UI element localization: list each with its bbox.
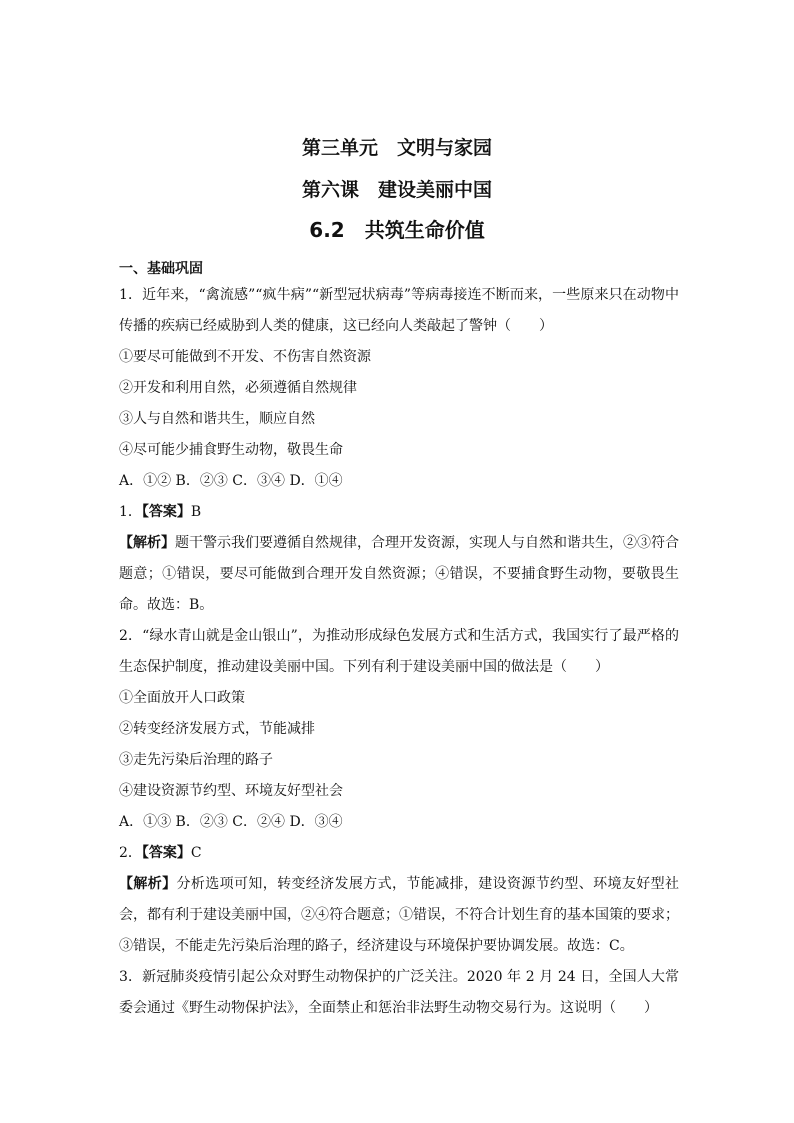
answer-line [119,838,679,869]
lesson-title: 第六课 建设美丽中国 [301,179,492,201]
answer-label: 【答案】 [141,845,191,861]
question-3 [119,962,679,1024]
answer-number: 1． [119,504,142,520]
option-item: ②开发和利用自然，必须遵循自然规律 [119,380,357,396]
option-item: ④建设资源节约型、环境友好型社会 [119,783,343,799]
analysis-text: 分析选项可知，转变经济发展方式，节能减排，建设资源节约型、环境友好型社会，都有利于建设美丽中国，②④符合题意；①错误，不符合计划生育的基本国策的要求；③错误，不能走先污染后治理的路子，经济建设与环境保护要协调发展。故选：C。 [119,876,680,954]
analysis [119,528,679,621]
answer-value: B [190,504,202,520]
option-item: ①全面放开人口政策 [119,690,245,706]
question-stem: 1．近年来，“禽流感”“疯牛病”“新型冠状病毒”等病毒接连不断而来，一些原来只在动物中传播的疾病已经威胁到人类的健康，这已经向人类敲起了警钟（ ） [119,287,679,334]
document-body [119,258,679,1024]
option-item: ④尽可能少捕食野生动物，敬畏生命 [119,442,343,458]
option-item: ③人与自然和谐共生，顺应自然 [119,411,315,427]
analysis-text: 题干警示我们要遵循自然规律，合理开发资源，实现人与自然和谐共生，②③符合题意；①错误，要尽可能做到合理开发自然资源；④错误，不要捕食野生动物，要敬畏生命。故选：B。 [119,535,679,613]
answer-number: 2． [119,845,142,861]
answer-choices: A．①② B．②③ C．③④ D．①④ [119,473,343,489]
unit-title: 第三单元 文明与家园 [301,137,492,159]
analysis-label: 【解析】 [119,876,177,892]
question-stem: 3．新冠肺炎疫情引起公众对野生动物保护的广泛关注。2020 年 2 月 24 日，全国人大常委会通过《野生动物保护法》，全面禁止和惩治非法野生动物交易行为。这说明（ ） [119,969,679,1016]
analysis [119,869,679,962]
question-2 [119,621,679,962]
answer-label: 【答案】 [141,504,191,520]
section-title: 6.2 共筑生命价值 [309,218,485,242]
answer-line [119,497,679,528]
question-stem: 2．“绿水青山就是金山银山”，为推动形成绿色发展方式和生活方式，我国实行了最严格的生态保护制度，推动建设美丽中国。下列有利于建设美丽中国的做法是（ ） [119,628,679,675]
part-heading: 一、基础巩固 [119,261,203,277]
title-block [0,136,794,244]
option-item: ③走先污染后治理的路子 [119,752,273,768]
analysis-label: 【解析】 [119,535,175,551]
question-1 [119,280,679,621]
option-item: ②转变经济发展方式，节能减排 [119,721,315,737]
answer-value: C [190,845,202,861]
option-item: ①要尽可能做到不开发、不伤害自然资源 [119,349,371,365]
answer-choices: A．①③ B．②③ C．②④ D．③④ [119,814,343,830]
